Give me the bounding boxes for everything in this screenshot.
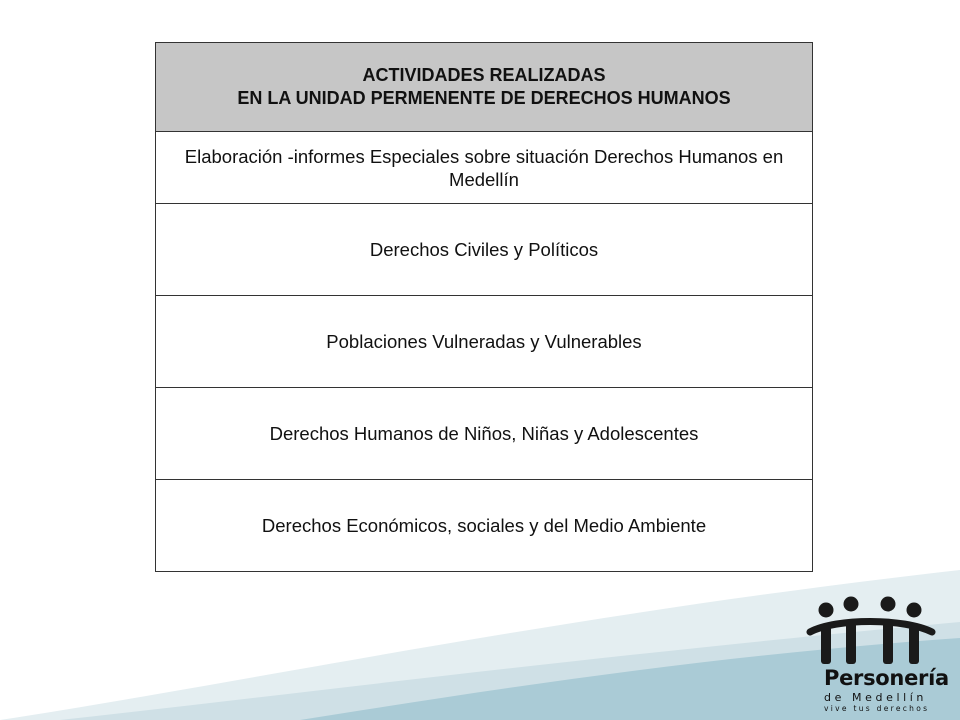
- table-row: [156, 132, 813, 204]
- logo-tagline: vive tus derechos: [824, 704, 930, 713]
- table-cell-ninos: Derechos Humanos de Niños, Niñas y Adolescentes: [156, 388, 813, 480]
- table-cell-poblaciones: Poblaciones Vulneradas y Vulnerables: [156, 296, 813, 388]
- table-header-row: [156, 43, 813, 132]
- header-title: ACTIVIDADES REALIZADAS: [362, 65, 606, 85]
- people-figures-icon: [806, 594, 936, 668]
- table-row: [156, 388, 813, 480]
- logo-city: de Medellín: [824, 691, 927, 704]
- activities-table: [155, 42, 813, 572]
- table-row: [156, 204, 813, 296]
- table-cell-informes: Elaboración -informes Especiales sobre situación Derechos Humanos en Medellín: [156, 132, 813, 204]
- logo-name: Personería: [824, 666, 949, 690]
- table-row: [156, 480, 813, 572]
- table-cell-economicos: Derechos Económicos, sociales y del Medio Ambiente: [156, 480, 813, 572]
- personeria-logo: [806, 594, 949, 714]
- table-row: [156, 296, 813, 388]
- header-subtitle: EN LA UNIDAD PERMENENTE DE DERECHOS HUMANOS: [237, 88, 731, 108]
- table-cell-civiles: Derechos Civiles y Políticos: [156, 204, 813, 296]
- table-header: [156, 43, 813, 132]
